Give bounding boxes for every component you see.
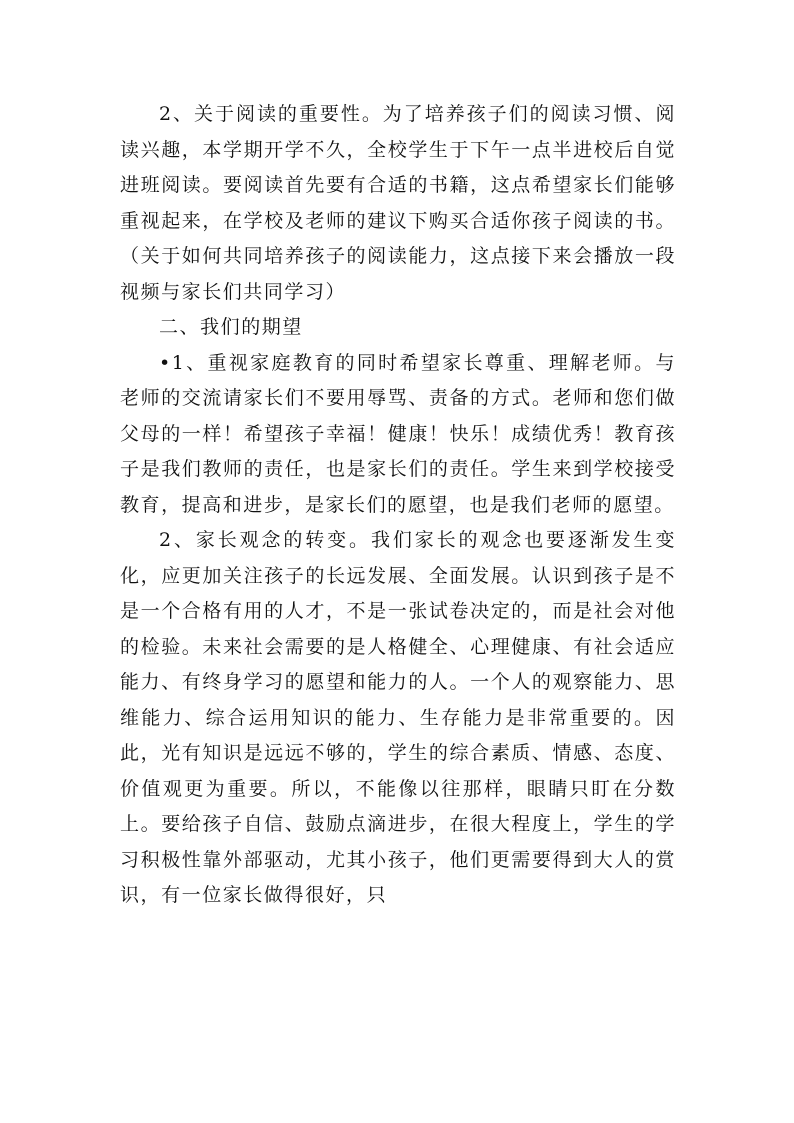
section-heading-expectations: 二、我们的期望 <box>159 316 303 338</box>
paragraph-reading-importance: 2、关于阅读的重要性。为了培养孩子们的阅读习惯、阅读兴趣，本学期开学不久，全校学生于下午一点半进校后自觉进班阅读。要阅读首先要有合适的书籍，这点希望家长们能够重视起来，在学校及老师的建议下购买合适你孩子阅读的书。（关于如何共同培养孩子的阅读能力，这点接下来会播放一段视频与家长们共同学习） <box>120 103 676 303</box>
paragraph-respect-teachers: •1、重视家庭教育的同时希望家长尊重、理解老师。与老师的交流请家长们不要用辱骂、责备的方式。老师和您们做父母的一样！希望孩子幸福！健康！快乐！成绩优秀！教育孩子是我们教师的责任，也是家长们的责任。学生来到学校接受教育，提高和进步，是家长们的愿望，也是我们老师的愿望。 <box>120 351 676 516</box>
document-body <box>120 97 676 914</box>
paragraph-parent-mindset: 2、家长观念的转变。我们家长的观念也要逐渐发生变化，应更加关注孩子的长远发展、全面发展。认识到孩子是不是一个合格有用的人才，不是一张试卷决定的，而是社会对他的检验。未来社会需要的是人格健全、心理健康、有社会适应能力、有终身学习的愿望和能力的人。一个人的观察能力、思维能力、综合运用知识的能力、生存能力是非常重要的。因此，光有知识是远远不够的，学生的综合素质、情感、态度、价值观更为重要。所以，不能像以往那样，眼睛只盯在分数上。要给孩子自信、鼓励点滴进步，在很大程度上，学生的学习积极性靠外部驱动，尤其小孩子，他们更需要得到大人的赏识，有一位家长做得很好，只 <box>120 529 676 906</box>
